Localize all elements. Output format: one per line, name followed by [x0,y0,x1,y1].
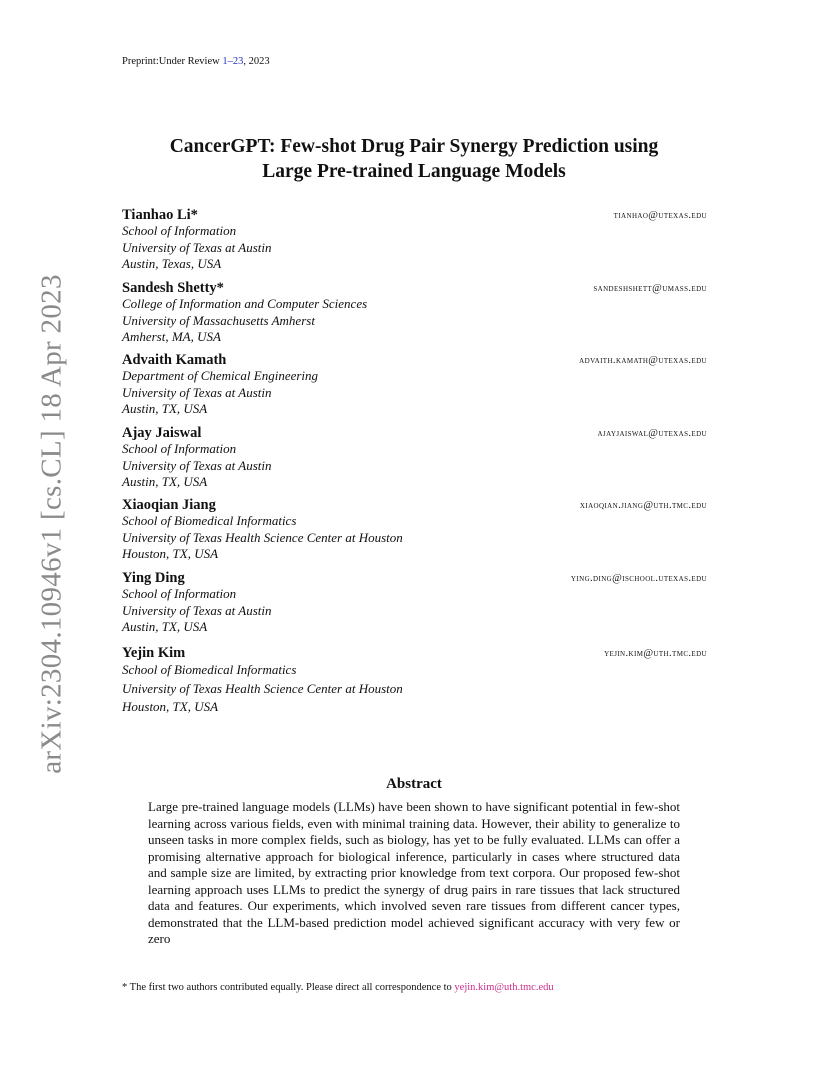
author-email: ying.ding@ischool.utexas.edu [570,573,707,584]
author-email: xiaoqian.jiang@uth.tmc.edu [579,500,707,511]
title-line-2: Large Pre-trained Language Models [262,161,566,182]
author-block [122,425,707,491]
author-email: ajayjaiswal@utexas.edu [597,428,707,439]
author-affiliation-3: Austin, Texas, USA [122,256,222,271]
author-name: Advaith Kamath [122,352,227,368]
author-affiliation-1: School of Information [122,586,237,601]
arxiv-identifier: arXiv:2304.10946v1 [cs.CL] 18 Apr 2023 [35,274,68,774]
author-email: yejin.kim@uth.tmc.edu [604,648,707,659]
author-email: advaith.kamath@utexas.edu [579,355,707,366]
author-affiliation-2: University of Texas Health Science Center at Houston [122,680,403,696]
footnote-text: * The first two authors contributed equally. Please direct all correspondence to [122,982,455,993]
author-affiliation-3: Houston, TX, USA [122,546,219,561]
author-block [122,570,707,636]
author-affiliation-1: Department of Chemical Engineering [122,368,319,383]
author-affiliation-1: School of Biomedical Informatics [122,513,297,528]
author-affiliation-1: School of Information [122,223,237,238]
header-suffix: , 2023 [243,56,270,67]
author-affiliation-3: Austin, TX, USA [122,474,208,489]
author-name: Tianhao Li* [122,207,198,223]
abstract-body: Large pre-trained language models (LLMs) have been shown to have significant potential in few-shot learning across various fields, even with minimal training data. However, their ability to generalize to unseen tasks in more complex fields, such as biology, has yet to be fully evaluated. LLMs can offer a promising alternative approach for biological inference, particularly in cases where structured data and sample size are limited, by extracting prior knowledge from text corpora. Our proposed few-shot learning approach uses LLMs to predict the synergy of drug pairs in rare tissues that lack structured data and features. Our experiments, which involved seven rare tissues from different cancer types, demonstrated that the LLM-based prediction model achieved significant accuracy with very few or zero [148,799,680,946]
author-affiliation-2: University of Texas Health Science Center at Houston [122,529,403,545]
author-affiliation-2: University of Texas at Austin [122,602,272,618]
author-name: Yejin Kim [122,645,186,661]
header-prefix: Preprint:Under Review [122,56,223,67]
author-affiliation-2: University of Texas at Austin [122,384,272,400]
author-block [122,280,707,346]
author-email: sandeshshett@umass.edu [593,283,707,294]
author-name: Sandesh Shetty* [122,280,224,296]
author-affiliation-1: College of Information and Computer Sciences [122,296,368,311]
author-block [122,207,707,273]
running-header [122,56,270,67]
author-affiliation-3: Amherst, MA, USA [122,329,221,344]
author-affiliation-3: Houston, TX, USA [122,699,219,714]
paper-title [0,134,828,184]
author-affiliation-3: Austin, TX, USA [122,619,208,634]
author-affiliation-1: School of Information [122,441,237,456]
author-block [122,497,707,563]
correspondence-email-link[interactable]: yejin.kim@uth.tmc.edu [454,982,554,993]
author-block [122,645,707,717]
author-affiliation-2: University of Texas at Austin [122,239,272,255]
abstract-heading: Abstract [386,776,442,792]
author-affiliation-1: School of Biomedical Informatics [122,662,297,677]
footnote [122,982,554,993]
author-name: Xiaoqian Jiang [122,497,216,513]
author-block [122,352,707,418]
author-name: Ying Ding [122,570,185,586]
author-affiliation-3: Austin, TX, USA [122,401,208,416]
author-affiliation-2: University of Massachusetts Amherst [122,312,315,328]
page-range-link[interactable]: 1–23 [222,56,244,67]
author-name: Ajay Jaiswal [122,425,202,441]
author-email: tianhao@utexas.edu [613,210,707,221]
author-affiliation-2: University of Texas at Austin [122,457,272,473]
title-line-1: CancerGPT: Few-shot Drug Pair Synergy Prediction using [169,136,659,157]
